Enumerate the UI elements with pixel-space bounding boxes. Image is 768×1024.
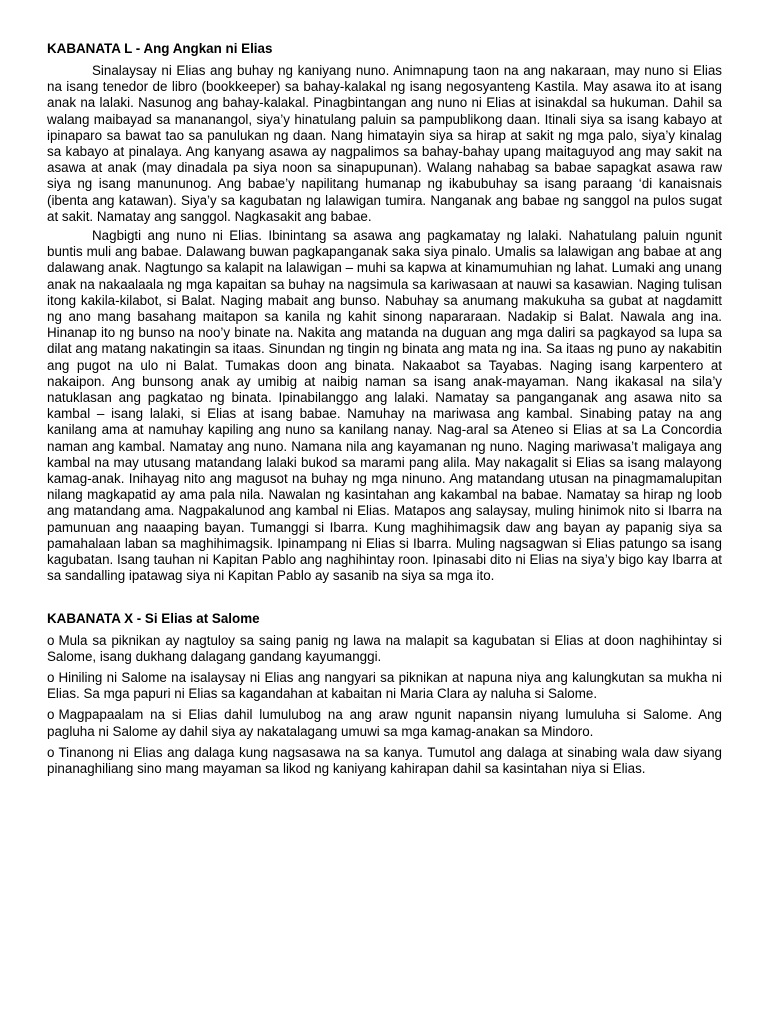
- chapter-paragraph: Sinalaysay ni Elias ang buhay ng kaniyang nuno. Animnapung taon na ang nakaraan, may nuno si Elias na isang tenedor de libro (bookkeeper) sa bahay-kalakal ng isang negosyanteng Kastila. May asawa ito at isang anak na lalaki. Nasunog ang bahay-kalakal. Pinagbintangan ang nuno ni Elias at isinakdal sa hukuman. Dahil sa walang maibayad sa mananangol, siya’y hinatulang paluin sa pampublikong daan. Itinali siya sa isang kabayo at ipinaparo sa bawat tao sa panulukan ng daan. Nang himatayin siya sa hirap at sakit ng mga palo, siya’y kinalag sa kabayo at pinalaya. Ang kanyang asawa ay nagpalimos sa bahay-bahay upang maitaguyod ang may sakit na asawa at anak (may dinadala pa siya noon sa sinapupunan). Walang nahabag sa babae sapagkat asawa raw siya ng isang manununog. Ang babae’y napilitang humanap ng ikabubuhay sa isang paraang ‘di kanaisnais (ibenta ang katawan). Siya’y sa kagubatan ng lalawigan tumira. Nanganak ang babae ng sanggol na pulos sugat at sakit. Namatay ang sanggol. Nagkasakit ang babae.: [47, 63, 722, 224]
- bullet-text: Hiniling ni Salome na isalaysay ni Elias ang nangyari sa piknikan at napuna niya ang kalungkutan sa mukha ni Elias. Sa mga papuri ni Elias sa kagandahan at kabaitan ni Maria Clara ay naluha si Salome.: [47, 669, 722, 702]
- bullet-item: [47, 670, 722, 702]
- chapter-section: [47, 40, 722, 585]
- section-spacer: [47, 588, 722, 610]
- bullet-item: [47, 745, 722, 777]
- bullet-item: [47, 707, 722, 739]
- bullet-text: Mula sa piknikan ay nagtuloy sa saing panig ng lawa na malapit sa kagubatan si Elias at doon naghihintay si Salome, isang dukhang dalagang gandang kayumanggi.: [47, 632, 722, 664]
- chapter-title: KABANATA X - Si Elias at Salome: [47, 610, 260, 626]
- chapter-title: KABANATA L - Ang Angkan ni Elias: [47, 41, 273, 56]
- chapter-section: [47, 610, 722, 778]
- chapter-paragraph: Nagbigti ang nuno ni Elias. Ibinintang sa asawa ang pagkamatay ng lalaki. Nahatulang paluin ngunit buntis muli ang babae. Dalawang buwan pagkapanganak saka siya pinalo. Umalis sa lalawigan ang babae at ang dalawang anak. Nagtungo sa kalapit na lalawigan – muhi sa kapwa at kinamumuhian ng lahat. Lumaki ang unang anak na nakaalaala ng mga kapaitan sa buhay na nagsimula sa kariwasaan at nauwi sa kasawian. Naging tulisan itong kakila-kilabot, si Balat. Naging mabait ang bunso. Nabuhay sa anumang makukuha sa gubat at nagdamitt ng ano mang basahang maitapon sa kanila ng kahit sinong napararaan. Nadakip si Balat. Nawala ang ina. Hinanap ito ng bunso na noo’y binate na. Nakita ang matanda na duguan ang mga daliri sa pagkayod sa lupa sa dilat ang matang nakatingin sa itaas. Sinundan ng tingin ng binata ang mata ng ina. Sa itaas ng puno ay nakabitin ang pugot na ulo ni Balat. Tumakas doon ang binata. Nakaabot sa Tayabas. Naging isang karpentero at nakaipon. Ang bunsong anak ay umibig at naibig naman sa isang anak-mayaman. Nang ikakasal na sila’y natuklasan ang pagkatao ng binata. Ipinabilanggo ang lalaki. Namatay sa panganganak ang asawa nito sa kambal – isang lalaki, si Elias at isang babae. Namuhay na mariwasa ang kambal. Sinabing patay na ang kanilang ama at namuhay kapiling ang nuno sa kanilang nanay. Nag-aral sa Ateneo si Elias at sa La Concordia naman ang kambal. Namatay ang nuno. Namana nila ang kayamanan ng nuno. Naging mariwasa’t maligaya ang kambal na may utusang matandang lalaki bukod sa marami pang alila. May nakagalit si Elias sa isang malayong kamag-anak. Inihayag nito ang magusot na buhay ng mga ninuno. Ang matandang utusan na pinagmamalupitan nilang magkapatid ay ama pala nila. Nawalan ng kasintahan ang kakambal na babae. Namatay sa hirap ng loob ang matandang ama. Nagpakalunod ang kambal ni Elias. Matapos ang salaysay, muling hinimok nito si Ibarra na pamunuan ang naaaping bayan. Tumanggi si Ibarra. Kung maghihimagsik daw ang bayan ay papanig siya sa pamahalaan laban sa maghihimagsik. Ipinampang ni Elias si Ibarra. Muling nagsagwan si Elias patungo sa isang kagubatan. Isang tauhan ni Kapitan Pablo ang naghihintay roon. Ipinasabi dito ni Elias na siya’y bigo kay Ibarra at sa sandalling ipatawag siya ni Kapitan Pablo ay sasanib na siya sa mga ito.: [47, 228, 722, 584]
- bullet-marker: o: [47, 669, 55, 685]
- bullet-marker: o: [47, 632, 55, 648]
- bullet-text: Tinanong ni Elias ang dalaga kung nagsasawa na sa kanya. Tumutol ang dalaga at sinabing wala daw siyang pinanaghiliang sino mang mayaman sa likod ng kaniyang kahirapan dahil sa kasintahan niya si Elias.: [47, 744, 722, 776]
- bullet-marker: o: [47, 707, 55, 723]
- bullet-marker: o: [47, 744, 55, 760]
- bullet-item: [47, 633, 722, 665]
- bullet-text: Magpapaalam na si Elias dahil lumulubog na ang araw ngunit napansin niyang lumuluha si Salome. Ang pagluha ni Salome ay dahil siya ay nakatalagang umuwi sa mga kamag-anakan sa Mindoro.: [47, 707, 722, 739]
- document-page: [47, 40, 722, 782]
